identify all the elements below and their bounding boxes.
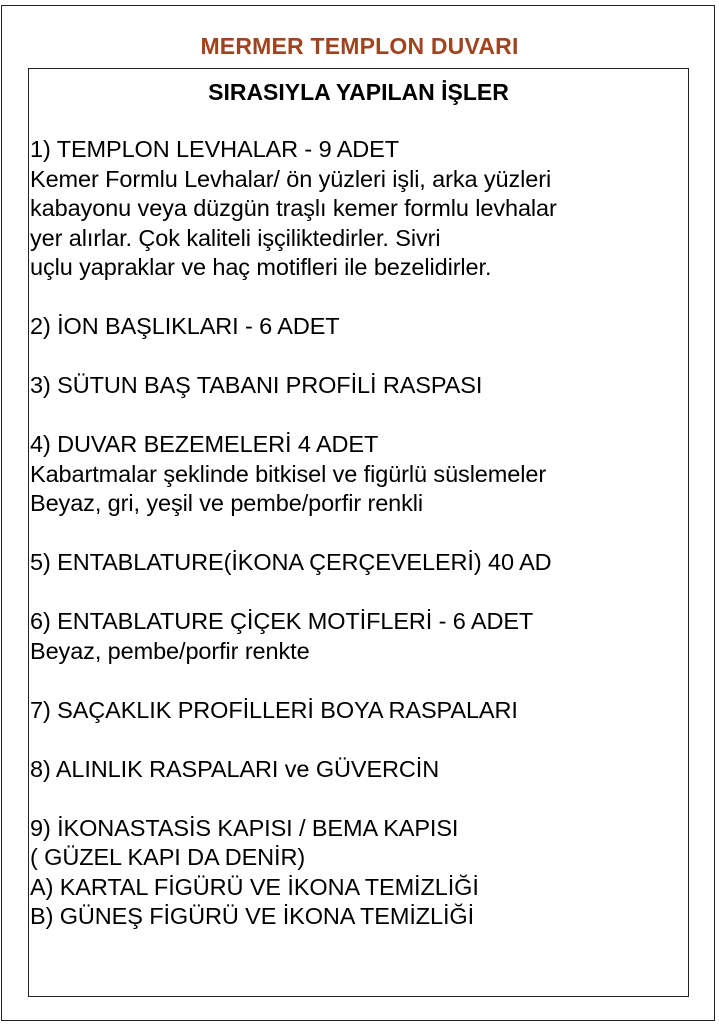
item-4-line: Beyaz, gri, yeşil ve pembe/porfir renkli bbox=[30, 490, 424, 516]
item-4-line: Kabartmalar şeklinde bitkisel ve figürlü süslemeler bbox=[30, 460, 547, 487]
list-item-4 bbox=[30, 430, 688, 519]
item-9-line: A) KARTAL FİGÜRÜ VE İKONA TEMİZLİĞİ bbox=[30, 873, 479, 900]
item-9-title: 9) İKONASTASİS KAPISI / BEMA KAPISI bbox=[30, 814, 459, 841]
list-item-1 bbox=[30, 135, 688, 283]
item-9-line: B) GÜNEŞ FİGÜRÜ VE İKONA TEMİZLİĞİ bbox=[30, 903, 475, 929]
page-title: MERMER TEMPLON DUVARI bbox=[200, 33, 519, 59]
content-box bbox=[28, 68, 689, 997]
item-8-title: 8) ALINLIK RASPALARI ve GÜVERCİN bbox=[30, 755, 440, 782]
item-4-title: 4) DUVAR BEZEMELERİ 4 ADET bbox=[30, 431, 379, 457]
item-1-line: kabayonu veya düzgün traşlı kemer formlu levhalar bbox=[30, 195, 557, 221]
item-1-line: Kemer Formlu Levhalar/ ön yüzleri işli, arka yüzleri bbox=[30, 165, 552, 192]
item-5-title: 5) ENTABLATURE(İKONA ÇERÇEVELERİ) 40 AD bbox=[30, 549, 552, 575]
list-item-7 bbox=[30, 696, 688, 726]
item-6-line: Beyaz, pembe/porfir renkte bbox=[30, 637, 310, 664]
item-2-title: 2) İON BAŞLIKLARI - 6 ADET bbox=[30, 313, 340, 339]
item-1-line: yer alırlar. Çok kaliteli işçiliktedirler. Sivri bbox=[30, 224, 441, 251]
item-9-line: ( GÜZEL KAPI DA DENİR) bbox=[30, 844, 306, 870]
item-1-title: 1) TEMPLON LEVHALAR - 9 ADET bbox=[30, 136, 399, 162]
list-item-9 bbox=[30, 814, 688, 932]
list-item-3 bbox=[30, 371, 688, 401]
item-7-title: 7) SAÇAKLIK PROFİLLERİ BOYA RASPALARI bbox=[30, 696, 518, 723]
list-item-8 bbox=[30, 755, 688, 785]
item-3-title: 3) SÜTUN BAŞ TABANI PROFİLİ RASPASI bbox=[30, 372, 483, 398]
item-1-line: uçlu yapraklar ve haç motifleri ile bezelidirler. bbox=[30, 254, 492, 280]
work-list bbox=[29, 135, 688, 932]
item-6-title: 6) ENTABLATURE ÇİÇEK MOTİFLERİ - 6 ADET bbox=[30, 608, 534, 634]
content-heading: SIRASIYLA YAPILAN İŞLER bbox=[208, 79, 509, 105]
list-item-6 bbox=[30, 607, 688, 666]
list-item-2 bbox=[30, 312, 688, 342]
list-item-5 bbox=[30, 548, 688, 578]
